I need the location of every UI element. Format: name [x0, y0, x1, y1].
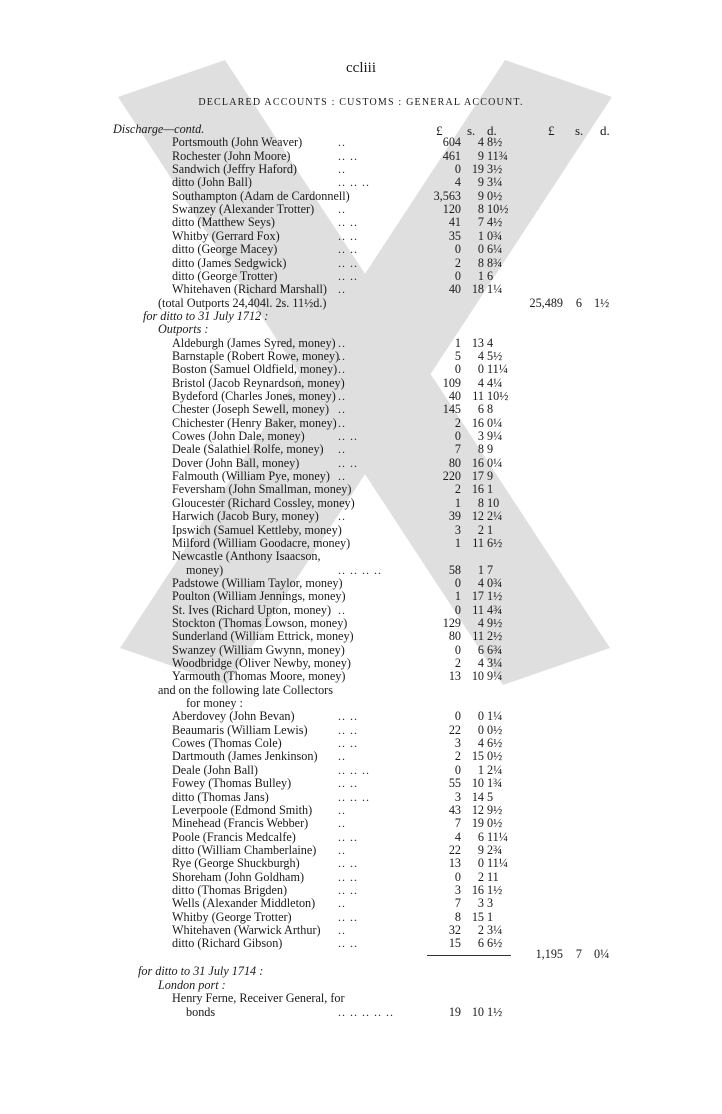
entry-pence: 6½: [487, 936, 503, 951]
entry-label: Beaumaris (William Lewis): [172, 722, 308, 737]
entry-pence: 0¾: [487, 575, 503, 590]
entry-pence: 6¾: [487, 642, 503, 657]
entry-pounds: 3: [454, 522, 461, 537]
entry-pence: 3: [487, 896, 494, 911]
entry-label: Whitby (Gerrard Fox): [172, 228, 280, 243]
entry-label: Chester (Joseph Sewell, money): [172, 402, 330, 417]
entry-pounds: 7: [454, 816, 461, 831]
entry-shillings: 16: [471, 482, 484, 497]
entry-shillings: 4: [477, 375, 484, 390]
entry-label: Chichester (Henry Baker, money): [172, 415, 337, 430]
entry-pounds: 32: [448, 923, 461, 937]
leader-dots: .. ..: [338, 882, 358, 897]
entry-shillings: 2: [477, 522, 484, 537]
entry-shillings: 6: [477, 829, 484, 844]
entry-pence: 10½: [487, 389, 509, 403]
entry-shillings: 6: [477, 642, 484, 657]
entry-shillings: 15: [471, 909, 484, 924]
entry-pounds: 35: [448, 228, 461, 243]
entry-pence: 9¼: [487, 429, 503, 444]
entry-shillings: 19: [471, 816, 484, 831]
entry-pounds: 13: [448, 856, 461, 871]
entry-label: Newcastle (Anthony Isaacson,: [172, 549, 321, 564]
entry-label: Leverpoole (Edmond Smith): [172, 802, 313, 817]
entry-pence: 8½: [487, 135, 503, 150]
entry-shillings: 2: [477, 923, 484, 937]
entry-pence: 0¾: [487, 228, 503, 243]
entry-pence: 0½: [487, 816, 503, 831]
entry-shillings: 10: [471, 1004, 484, 1019]
entry-label: Shoreham (John Goldham): [172, 869, 305, 884]
entry-pence: 5½: [487, 348, 503, 363]
entry-shillings: 6: [477, 402, 484, 417]
entry-pence: 6½: [487, 535, 503, 550]
entry-shillings: 7: [477, 215, 484, 230]
entry-shillings: 6: [477, 936, 484, 951]
entry-label: Stockton (Thomas Lowson, money): [172, 615, 348, 630]
leader-dots: .. .. .. .. ..: [338, 1004, 394, 1019]
entry-label: Deale (John Ball): [172, 762, 258, 777]
entry-shillings: 12: [471, 509, 484, 524]
entry-pence: 9¼: [487, 669, 503, 684]
entry-pence: 1½: [487, 589, 503, 604]
entry-label: for ditto to 31 July 1712 :: [143, 308, 269, 323]
col-head-shillings: s.: [467, 123, 476, 138]
running-head: DECLARED ACCOUNTS : CUSTOMS : GENERAL ACCOUNT.: [198, 97, 524, 108]
entry-pounds: 0: [454, 869, 461, 884]
entry-pounds: 0: [454, 762, 461, 777]
entry-label: London port :: [158, 977, 226, 992]
entry-label: bonds: [186, 1004, 216, 1019]
entry-label: Whitehaven (Warwick Arthur): [172, 923, 321, 937]
leader-dots: ..: [338, 362, 346, 377]
entry-pounds: 55: [448, 776, 461, 791]
entry-pounds: 3: [454, 789, 461, 804]
entry-pence: 6¼: [487, 242, 503, 257]
leader-dots: ..: [338, 415, 346, 430]
leader-dots: .. ..: [338, 148, 358, 163]
entry-pence: 1¼: [487, 709, 503, 724]
entry-pence: 2¼: [487, 762, 503, 777]
leader-dots: ..: [338, 509, 346, 524]
entry-label: Poole (Francis Medcalfe): [172, 829, 296, 844]
entry-label: Harwich (Jacob Bury, money): [172, 509, 319, 524]
entry-shillings: 0: [477, 242, 484, 257]
leader-dots: .. ..: [338, 429, 358, 444]
leader-dots: .. .. ..: [338, 789, 370, 804]
entry-pounds: 3: [454, 882, 461, 897]
entry-pounds: 0: [454, 642, 461, 657]
leader-dots: .. ..: [338, 709, 358, 724]
leader-dots: ..: [338, 348, 346, 363]
entry-pounds: 40: [448, 389, 461, 403]
leader-dots: ..: [338, 402, 346, 417]
entry-label: ditto (William Chamberlaine): [172, 842, 317, 857]
entry-pence: 11¼: [487, 362, 508, 377]
entry-pence: 7: [487, 562, 494, 577]
entry-shillings: 19: [471, 162, 484, 177]
entry-pence: 6½: [487, 736, 503, 751]
entry-shillings: 17: [471, 469, 484, 484]
entry-pounds: 2: [454, 255, 461, 270]
entry-pounds: 0: [454, 602, 461, 617]
entry-label: Dartmouth (James Jenkinson): [172, 749, 318, 764]
leader-dots: .. ..: [338, 869, 358, 884]
entry-shillings: 9: [477, 175, 484, 190]
entry-shillings: 10: [471, 669, 484, 684]
entry-pounds: 129: [442, 615, 461, 630]
entry-pounds: 145: [442, 402, 461, 417]
entry-pence: 4: [487, 335, 494, 350]
entry-pounds: 604: [442, 135, 461, 150]
entry-label: (total Outports 24,404l. 2s. 11½d.): [158, 295, 327, 310]
entry-shillings: 8: [477, 495, 484, 510]
entry-label: and on the following late Collectors: [158, 682, 333, 697]
subtotal-pounds: 1,195: [535, 947, 563, 961]
entry-pence: 11¼: [487, 829, 508, 844]
entry-pounds: 5: [454, 348, 461, 363]
entry-pounds: 22: [448, 722, 461, 737]
entry-label: for money :: [186, 696, 243, 711]
entry-shillings: 4: [477, 615, 484, 630]
entry-shillings: 4: [477, 135, 484, 150]
entry-label: Padstowe (William Taylor, money): [172, 575, 343, 590]
entry-pounds: 1: [454, 495, 461, 510]
entry-label: ditto (George Macey): [172, 242, 278, 257]
entry-shillings: 3: [477, 896, 484, 911]
entry-label: ditto (Thomas Jans): [172, 789, 269, 804]
entry-label: Yarmouth (Thomas Moore, money): [172, 669, 346, 684]
entry-pence: 1¼: [487, 282, 503, 297]
entry-pounds: 2: [454, 482, 461, 497]
entry-pounds: 13: [448, 669, 461, 684]
leader-dots: ..: [338, 389, 346, 403]
entry-pounds: 1: [454, 589, 461, 604]
entry-label: Rochester (John Moore): [172, 148, 291, 163]
entry-shillings: 0: [477, 362, 484, 377]
entry-label: Fowey (Thomas Bulley): [172, 776, 292, 791]
entry-label: Dover (John Ball, money): [172, 455, 300, 470]
entry-shillings: 9: [477, 188, 484, 203]
entry-pence: 0¼: [487, 455, 503, 470]
entry-shillings: 0: [477, 722, 484, 737]
entry-pounds: 0: [454, 362, 461, 377]
entry-pounds: 39: [448, 509, 461, 524]
leader-dots: ..: [338, 802, 346, 817]
entry-label: Woodbridge (Oliver Newby, money): [172, 656, 351, 670]
entry-pounds: 3: [454, 736, 461, 751]
leader-dots: ..: [338, 135, 346, 150]
entry-label: Poulton (William Jennings, money): [172, 589, 346, 604]
col-head-pounds: £: [436, 123, 443, 138]
entry-pence: 9½: [487, 615, 503, 630]
entry-pounds: 461: [442, 148, 461, 163]
entry-pounds: 0: [454, 268, 461, 283]
entry-pence: 11: [487, 869, 499, 884]
col-head-pence-total: d.: [600, 123, 610, 138]
entry-pence: 4¼: [487, 375, 503, 390]
leader-dots: .. .. ..: [338, 762, 370, 777]
entry-pence: 1¾: [487, 776, 503, 791]
entry-pounds: 0: [454, 162, 461, 177]
entry-label: St. Ives (Richard Upton, money): [172, 602, 332, 617]
entry-label: Minehead (Francis Webber): [172, 816, 309, 831]
entry-label: Southampton (Adam de Cardonnell): [172, 188, 350, 203]
entry-pence: 1½: [487, 1004, 503, 1019]
entry-label: Sandwich (Jeffry Haford): [172, 162, 297, 177]
leader-dots: .. ..: [338, 242, 358, 257]
entry-pence: 3¼: [487, 175, 503, 190]
entry-pence: 9: [487, 469, 494, 484]
entry-shillings: 4: [477, 348, 484, 363]
entry-label: Gloucester (Richard Cossley, money): [172, 495, 355, 510]
entry-shillings: 1: [477, 268, 484, 283]
entry-pounds: 0: [454, 242, 461, 257]
entry-pounds: 58: [448, 562, 461, 577]
entry-shillings: 4: [477, 575, 484, 590]
entry-shillings: 9: [477, 148, 484, 163]
entry-shillings: 11: [472, 535, 484, 550]
entry-label: Barnstaple (Robert Rowe, money): [172, 348, 340, 363]
entry-pounds: 1: [454, 535, 461, 550]
subtotal-pence: 0¼: [594, 947, 610, 961]
entry-label: Wells (Alexander Middleton): [172, 896, 316, 911]
entry-pounds: 4: [454, 829, 461, 844]
entry-label: Bydeford (Charles Jones, money): [172, 389, 336, 403]
entry-pence: 4¾: [487, 602, 503, 617]
leader-dots: ..: [338, 162, 346, 177]
entry-pounds: 7: [454, 442, 461, 457]
total-pence: 1½: [594, 295, 610, 310]
entry-pounds: 80: [448, 455, 461, 470]
col-head-shillings-total: s.: [575, 123, 584, 138]
entry-pounds: 3,563: [433, 188, 461, 203]
entry-label: Sunderland (William Ettrick, money): [172, 629, 354, 644]
entry-label: Rye (George Shuckburgh): [172, 856, 300, 871]
entry-shillings: 14: [471, 789, 484, 804]
entry-label: Aldeburgh (James Syred, money): [172, 335, 336, 350]
entry-label: Feversham (John Smallman, money): [172, 482, 352, 497]
subtotal-rule: [427, 955, 511, 956]
entry-pence: 9½: [487, 802, 503, 817]
entry-pence: 10: [487, 495, 500, 510]
entry-pounds: 220: [442, 469, 461, 484]
entry-label: Swanzey (William Gwynn, money): [172, 642, 345, 657]
leader-dots: ..: [338, 602, 346, 617]
entry-pence: 2½: [487, 629, 503, 644]
entry-shillings: 13: [471, 335, 484, 350]
entry-shillings: 1: [477, 762, 484, 777]
leader-dots: .. ..: [338, 722, 358, 737]
total-pounds: 25,489: [529, 295, 563, 310]
entry-label: Aberdovey (John Bevan): [172, 709, 295, 724]
entry-pounds: 0: [454, 709, 461, 724]
entry-pounds: 40: [448, 282, 461, 297]
entry-pounds: 4: [454, 175, 461, 190]
entry-label: Henry Ferne, Receiver General, for: [172, 991, 345, 1005]
entry-shillings: 11: [472, 629, 484, 644]
entry-pounds: 80: [448, 629, 461, 644]
entry-shillings: 11: [472, 602, 484, 617]
entry-label: ditto (James Sedgwick): [172, 255, 287, 270]
entry-pence: 10½: [487, 202, 509, 217]
entry-label: Cowes (John Dale, money): [172, 429, 305, 444]
entry-pounds: 41: [448, 215, 461, 230]
entry-pounds: 120: [442, 202, 461, 217]
entry-shillings: 8: [477, 255, 484, 270]
leader-dots: .. ..: [338, 255, 358, 270]
entry-shillings: 0: [477, 856, 484, 871]
entry-pence: 1: [487, 522, 494, 537]
entry-pounds: 1: [454, 335, 461, 350]
entry-label: ditto (Richard Gibson): [172, 936, 283, 951]
leader-dots: .. ..: [338, 829, 358, 844]
leader-dots: ..: [338, 816, 346, 831]
entry-pence: 11¼: [487, 856, 508, 871]
leader-dots: .. .. .. ..: [338, 562, 382, 577]
entry-label: Boston (Samuel Oldfield, money): [172, 362, 338, 377]
entry-pounds: 109: [442, 375, 461, 390]
entry-pence: 1½: [487, 882, 503, 897]
col-head-pounds-total: £: [548, 123, 555, 138]
leader-dots: .. .. ..: [338, 175, 370, 190]
entry-shillings: 4: [477, 736, 484, 751]
leader-dots: .. ..: [338, 776, 358, 791]
entry-pence: 0½: [487, 749, 503, 764]
entry-shillings: 16: [471, 882, 484, 897]
entry-label: money): [186, 562, 224, 577]
leader-dots: ..: [338, 842, 346, 857]
entry-pounds: 0: [454, 575, 461, 590]
entry-pence: 0½: [487, 722, 503, 737]
entry-shillings: 0: [477, 709, 484, 724]
leader-dots: ..: [338, 335, 346, 350]
entry-shillings: 9: [477, 842, 484, 857]
entry-shillings: 1: [477, 228, 484, 243]
entry-pence: 2¼: [487, 509, 503, 524]
entry-pence: 3½: [487, 162, 503, 177]
leader-dots: ..: [338, 749, 346, 764]
entry-pounds: 2: [454, 656, 461, 670]
entry-pence: 11¾: [487, 148, 508, 163]
leader-dots: .. ..: [338, 455, 358, 470]
leader-dots: ..: [338, 202, 346, 217]
entry-shillings: 4: [477, 656, 484, 670]
leader-dots: ..: [338, 896, 346, 911]
total-shillings: 6: [575, 295, 582, 310]
entry-pence: 8: [487, 402, 494, 417]
leader-dots: .. ..: [338, 736, 358, 751]
entry-pounds: 15: [448, 936, 461, 951]
leader-dots: .. ..: [338, 936, 358, 951]
entry-label: Discharge—contd.: [113, 122, 205, 136]
entry-pounds: 2: [454, 415, 461, 430]
entry-pounds: 8: [454, 909, 461, 924]
entry-label: Milford (William Goodacre, money): [172, 535, 351, 550]
entry-label: Whitby (George Trotter): [172, 909, 292, 924]
entry-pence: 8¾: [487, 255, 503, 270]
entry-pence: 1: [487, 482, 494, 497]
entry-shillings: 18: [471, 282, 484, 297]
entry-shillings: 8: [477, 442, 484, 457]
entry-label: Bristol (Jacob Reynardson, money): [172, 375, 345, 390]
entry-label: Ipswich (Samuel Kettleby, money): [172, 522, 342, 537]
leader-dots: .. ..: [338, 228, 358, 243]
entry-label: Cowes (Thomas Cole): [172, 736, 282, 751]
entry-pence: 3¼: [487, 656, 503, 670]
entry-pence: 6: [487, 268, 494, 283]
leader-dots: .. ..: [338, 909, 358, 924]
entry-shillings: 8: [477, 202, 484, 217]
entry-shillings: 2: [477, 869, 484, 884]
leader-dots: ..: [338, 442, 346, 457]
entry-pence: 0¼: [487, 415, 503, 430]
entry-shillings: 16: [471, 455, 484, 470]
entry-label: Outports :: [158, 322, 209, 337]
entry-pounds: 43: [448, 802, 461, 817]
entry-pence: 1: [487, 909, 494, 924]
entry-pounds: 22: [448, 842, 461, 857]
entry-pence: 4½: [487, 215, 503, 230]
entry-shillings: 17: [471, 589, 484, 604]
entry-label: Deale (Salathiel Rolfe, money): [172, 442, 324, 457]
entry-pence: 3¼: [487, 923, 503, 937]
entry-shillings: 3: [477, 429, 484, 444]
entry-shillings: 10: [471, 776, 484, 791]
entry-label: for ditto to 31 July 1714 :: [138, 964, 264, 978]
leader-dots: .. ..: [338, 268, 358, 283]
entry-pounds: 2: [454, 749, 461, 764]
entry-pounds: 7: [454, 896, 461, 911]
entry-label: ditto (Thomas Brigden): [172, 882, 288, 897]
entry-pounds: 19: [448, 1004, 461, 1019]
entry-label: Portsmouth (John Weaver): [172, 135, 303, 150]
entry-label: Whitehaven (Richard Marshall): [172, 282, 327, 297]
entry-label: Swanzey (Alexander Trotter): [172, 202, 315, 217]
entry-shillings: 1: [477, 562, 484, 577]
page-number: ccliii: [346, 60, 376, 76]
leader-dots: .. ..: [338, 856, 358, 871]
subtotal-shillings: 7: [575, 947, 582, 961]
entry-shillings: 16: [471, 415, 484, 430]
leader-dots: ..: [338, 469, 346, 484]
entry-shillings: 11: [472, 389, 484, 403]
entry-shillings: 15: [471, 749, 484, 764]
entry-shillings: 12: [471, 802, 484, 817]
entry-label: Falmouth (William Pye, money): [172, 469, 330, 484]
entry-pence: 0½: [487, 188, 503, 203]
entry-label: ditto (Matthew Seys): [172, 215, 275, 230]
leader-dots: ..: [338, 282, 346, 297]
entry-pence: 2¾: [487, 842, 503, 857]
leader-dots: ..: [338, 923, 346, 937]
entry-pence: 5: [487, 789, 494, 804]
entry-pounds: 0: [454, 429, 461, 444]
col-head-pence: d.: [487, 123, 497, 138]
leader-dots: .. ..: [338, 215, 358, 230]
entry-pence: 9: [487, 442, 494, 457]
entry-label: ditto (George Trotter): [172, 268, 278, 283]
entry-label: ditto (John Ball): [172, 175, 252, 190]
